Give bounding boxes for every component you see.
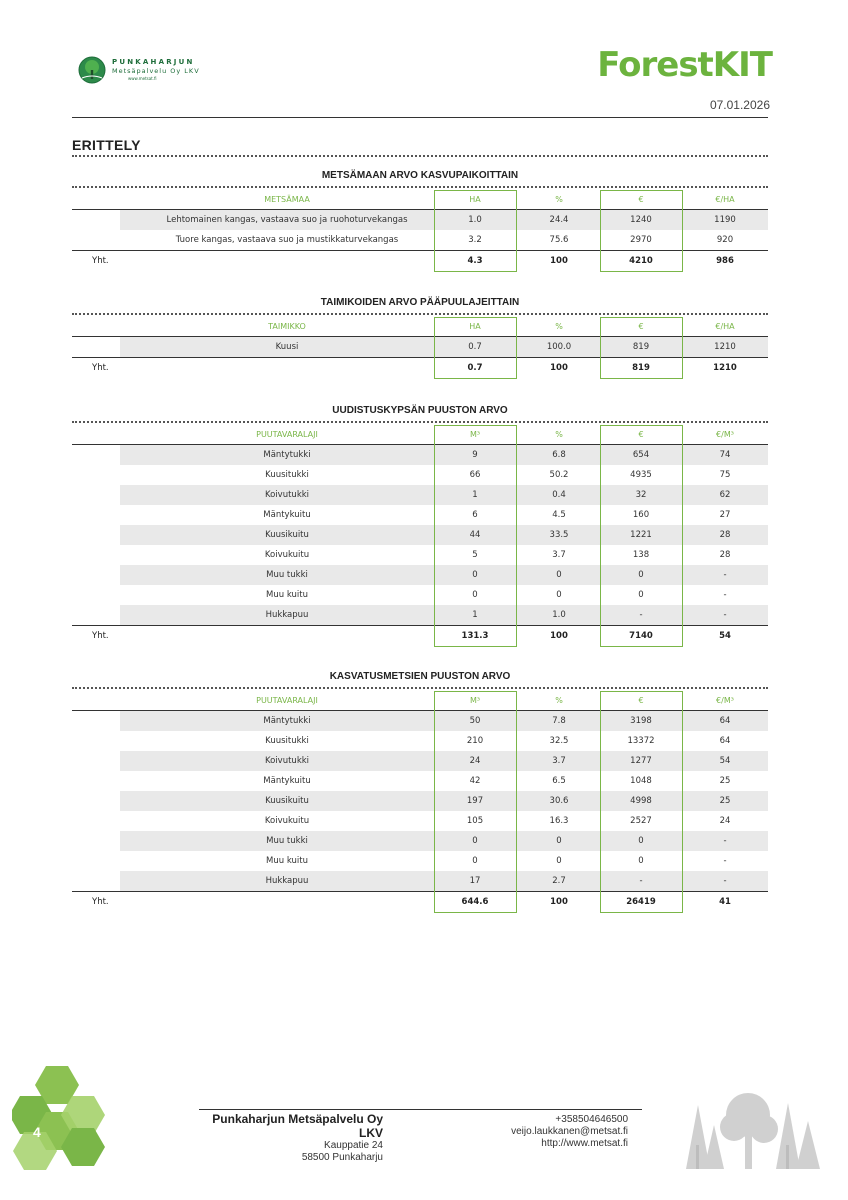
cell-unit-price: 27 [719,510,731,520]
cell-value: 2527 [630,816,652,826]
cell-value: 654 [632,450,650,460]
column-header-qty: M³ [469,696,481,705]
cell-pct: 0 [556,836,562,846]
cell-unit-price: 54 [719,756,731,766]
column-header-name: TAIMIKKO [268,322,306,331]
cell-unit-price: - [723,590,727,600]
cell-value: 1240 [630,215,652,225]
cell-qty: 197 [466,796,484,806]
cell-pct: 0 [556,590,562,600]
cell-name: Muu tukki [266,570,308,580]
cell-name: Koivutukki [264,490,310,500]
column-header-name: METSÄMAA [264,195,310,204]
footer-email[interactable]: veijo.laukkanen@metsat.fi [511,1126,628,1137]
total-unit-price: 1210 [713,363,737,373]
cell-pct: 1.0 [552,610,566,620]
cell-value: 1048 [630,776,652,786]
cell-pct: 16.3 [549,816,569,826]
table-row [72,545,768,565]
cell-name: Koivutukki [264,756,310,766]
total-value: 7140 [629,631,653,641]
total-pct: 100 [550,256,568,266]
footer-address [199,1112,383,1164]
cell-name: Lehtomainen kangas, vastaava suo ja ruohoturvekangas [166,215,408,225]
column-header-unit-price: €/M³ [716,430,734,439]
table-total-row [72,891,768,911]
cell-name: Kuusitukki [265,736,309,746]
cell-value: 0 [638,836,644,846]
table-row [72,485,768,505]
total-label: Yht. [92,363,109,373]
cell-unit-price: 62 [719,490,731,500]
cell-name: Koivukuitu [264,816,310,826]
total-label: Yht. [92,897,109,907]
cell-unit-price: - [723,570,727,580]
cell-qty: 42 [469,776,481,786]
cell-name: Kuusikuitu [265,530,309,540]
cell-qty: 0 [472,856,478,866]
cell-pct: 24.4 [549,215,569,225]
cell-unit-price: - [723,610,727,620]
cell-qty: 50 [469,716,481,726]
column-header-pct: % [555,430,563,439]
column-header-qty: HA [469,322,481,331]
cell-unit-price: 920 [716,235,734,245]
table-total-row [72,250,768,270]
table-header-row [72,317,768,337]
column-header-unit-price: €/HA [715,195,735,204]
cell-qty: 1 [472,610,478,620]
cell-unit-price: 64 [719,716,731,726]
cell-value: 138 [632,550,650,560]
cell-name: Koivukuitu [264,550,310,560]
logo-subtitle: Metsäpalvelu Oy LKV [112,67,200,75]
cell-unit-price: 75 [719,470,731,480]
cell-value: - [639,610,643,620]
column-header-unit-price: €/M³ [716,696,734,705]
table-row [72,851,768,871]
table-row [72,565,768,585]
total-label: Yht. [92,631,109,641]
cell-name: Kuusitukki [265,470,309,480]
cell-value: 819 [632,342,650,352]
cell-pct: 50.2 [549,470,569,480]
cell-pct: 33.5 [549,530,569,540]
table-row [72,731,768,751]
footer-street: Kauppatie 24 [324,1140,383,1151]
cell-name: Kuusi [275,342,299,352]
cell-qty: 66 [469,470,481,480]
cell-qty: 6 [472,510,478,520]
cell-unit-price: 74 [719,450,731,460]
logo-name: PUNKAHARJUN [112,58,195,66]
cell-pct: 100.0 [546,342,572,352]
cell-name: Muu tukki [266,836,308,846]
column-header-value: € [638,322,644,331]
cell-qty: 44 [469,530,481,540]
cell-qty: 210 [466,736,484,746]
footer-city: 58500 Punkaharju [301,1152,383,1163]
cell-pct: 7.8 [552,716,566,726]
cell-unit-price: 25 [719,776,731,786]
cell-name: Mäntykuitu [263,776,311,786]
cell-unit-price: - [723,836,727,846]
footer-divider [199,1109,642,1110]
section-dotted-divider [72,186,768,188]
total-value: 26419 [626,897,656,907]
table-row [72,337,768,357]
cell-name: Hukkapuu [265,610,309,620]
cell-pct: 3.7 [552,756,566,766]
logo-url: www.metsat.fi [128,76,157,81]
footer-contact [470,1112,628,1150]
section-dotted-divider [72,687,768,689]
column-header-qty: HA [469,195,481,204]
cell-name: Hukkapuu [265,876,309,886]
cell-qty: 1.0 [468,215,482,225]
table-row [72,585,768,605]
table-row [72,445,768,465]
report-date: 07.01.2026 [709,98,770,112]
column-header-name: PUUTAVARALAJI [256,430,318,439]
valuation-table [72,190,768,270]
total-label: Yht. [92,256,109,266]
footer-website[interactable]: http://www.metsat.fi [541,1138,628,1149]
cell-value: 13372 [627,736,655,746]
page-number: 4 [33,1124,41,1140]
table-row [72,505,768,525]
cell-value: 4998 [630,796,652,806]
cell-qty: 0 [472,570,478,580]
total-pct: 100 [550,897,568,907]
total-unit-price: 986 [716,256,734,266]
column-header-value: € [638,195,644,204]
section-title-forest-land: METSÄMAAN ARVO KASVUPAIKOITTAIN [321,170,519,181]
total-pct: 100 [550,363,568,373]
cell-name: Tuore kangas, vastaava suo ja mustikkaturvekangas [175,235,399,245]
total-pct: 100 [550,631,568,641]
cell-value: 0 [638,856,644,866]
column-header-value: € [638,430,644,439]
footer-company: Punkaharjun Metsäpalvelu Oy LKV [212,1112,383,1140]
cell-pct: 4.5 [552,510,566,520]
cell-qty: 0 [472,836,478,846]
cell-name: Muu kuitu [266,856,308,866]
title-dotted-divider [72,155,768,157]
company-logo [78,56,238,86]
section-title-seedlings: TAIMIKOIDEN ARVO PÄÄPUULAJEITTAIN [320,297,520,308]
cell-unit-price: 24 [719,816,731,826]
brand-logo: ForestKIT [597,45,772,85]
hexagon-decoration [12,1066,122,1170]
table-row [72,751,768,771]
cell-qty: 0.7 [468,342,482,352]
column-header-name: PUUTAVARALAJI [256,696,318,705]
total-qty: 131.3 [461,631,489,641]
forest-illustration [676,1085,826,1169]
cell-pct: 3.7 [552,550,566,560]
cell-qty: 17 [469,876,481,886]
total-value: 819 [632,363,650,373]
cell-unit-price: 1210 [714,342,736,352]
column-header-pct: % [555,195,563,204]
cell-pct: 6.8 [552,450,566,460]
cell-name: Mäntytukki [263,450,311,460]
cell-value: 1221 [630,530,652,540]
cell-value: 160 [632,510,650,520]
table-row [72,871,768,891]
total-unit-price: 41 [719,897,731,907]
valuation-table [72,425,768,645]
cell-pct: 6.5 [552,776,566,786]
cell-qty: 24 [469,756,481,766]
section-title-growing-stand: KASVATUSMETSIEN PUUSTON ARVO [329,671,511,682]
valuation-table [72,691,768,911]
table-header-row [72,425,768,445]
cell-unit-price: 25 [719,796,731,806]
cell-unit-price: 28 [719,530,731,540]
total-unit-price: 54 [719,631,731,641]
column-header-unit-price: €/HA [715,322,735,331]
cell-unit-price: 28 [719,550,731,560]
cell-qty: 0 [472,590,478,600]
total-value: 4210 [629,256,653,266]
cell-value: 2970 [630,235,652,245]
page-title: ERITTELY [72,137,141,153]
header-divider [72,117,768,118]
cell-qty: 1 [472,490,478,500]
cell-name: Mäntykuitu [263,510,311,520]
cell-pct: 0 [556,856,562,866]
footer-phone: +358504646500 [555,1114,628,1125]
cell-value: 0 [638,590,644,600]
cell-unit-price: - [723,876,727,886]
table-row [72,771,768,791]
cell-value: 4935 [630,470,652,480]
table-row [72,791,768,811]
table-header-row [72,190,768,210]
cell-pct: 75.6 [549,235,569,245]
cell-pct: 30.6 [549,796,569,806]
cell-value: - [639,876,643,886]
tree-emblem-icon [78,56,106,84]
section-title-mature-stand: UUDISTUSKYPSÄN PUUSTON ARVO [332,405,508,416]
column-header-pct: % [555,696,563,705]
column-header-qty: M³ [469,430,481,439]
column-header-pct: % [555,322,563,331]
table-row [72,525,768,545]
total-qty: 4.3 [467,256,483,266]
cell-pct: 0.4 [552,490,566,500]
cell-qty: 3.2 [468,235,482,245]
column-header-value: € [638,696,644,705]
cell-value: 1277 [630,756,652,766]
table-row [72,811,768,831]
cell-value: 32 [635,490,647,500]
section-dotted-divider [72,421,768,423]
cell-pct: 32.5 [549,736,569,746]
cell-unit-price: 64 [719,736,731,746]
cell-pct: 2.7 [552,876,566,886]
table-row [72,831,768,851]
cell-qty: 5 [472,550,478,560]
cell-value: 0 [638,570,644,580]
table-row [72,711,768,731]
table-row [72,210,768,230]
cell-value: 3198 [630,716,652,726]
cell-qty: 9 [472,450,478,460]
valuation-table [72,317,768,377]
table-row [72,605,768,625]
cell-pct: 0 [556,570,562,580]
cell-name: Muu kuitu [266,590,308,600]
section-dotted-divider [72,313,768,315]
cell-qty: 105 [466,816,484,826]
table-row [72,465,768,485]
table-total-row [72,625,768,645]
total-qty: 0.7 [467,363,483,373]
cell-name: Kuusikuitu [265,796,309,806]
table-row [72,230,768,250]
cell-unit-price: 1190 [714,215,736,225]
table-total-row [72,357,768,377]
table-header-row [72,691,768,711]
total-qty: 644.6 [461,897,489,907]
cell-name: Mäntytukki [263,716,311,726]
cell-unit-price: - [723,856,727,866]
